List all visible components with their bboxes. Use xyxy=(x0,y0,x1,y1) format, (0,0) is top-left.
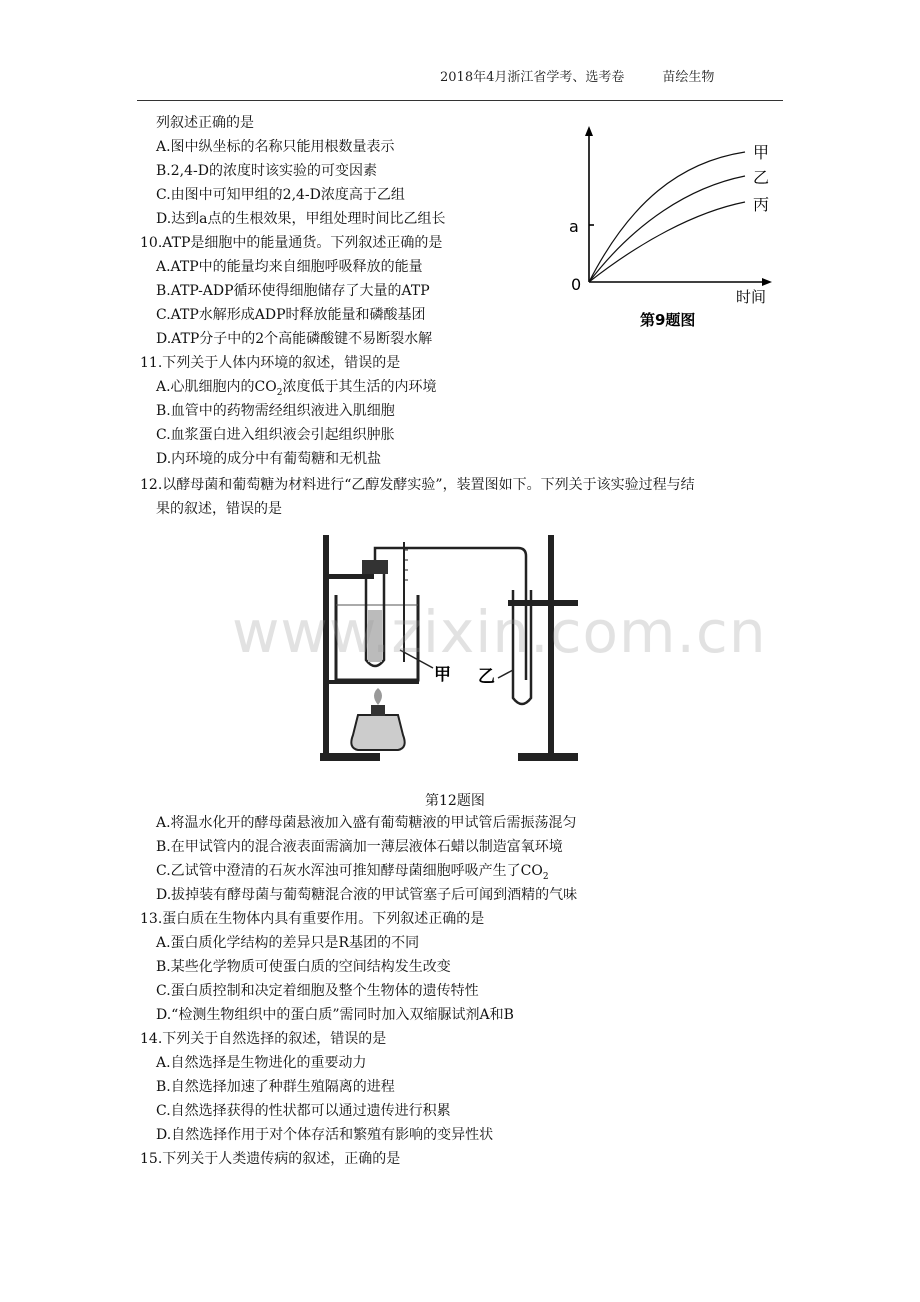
q14-option-c: C.自然选择获得的性状都可以通过遗传进行积累 xyxy=(156,1103,451,1119)
q11-stem: 11.下列关于人体内环境的叙述，错误的是 xyxy=(140,355,401,371)
pointer-yi xyxy=(498,670,513,678)
q10-option-d: D.ATP分子中的2个高能磷酸键不易断裂水解 xyxy=(156,331,433,347)
q11-option-c: C.血浆蛋白进入组织液会引起组织肿胀 xyxy=(156,427,395,443)
q11a-subscript: 2 xyxy=(276,387,283,398)
fig9-graph xyxy=(560,122,780,337)
q11-option-b: B.血管中的药物需经组织液进入肌细胞 xyxy=(156,403,395,419)
lamp-wick-holder xyxy=(371,705,385,716)
q14-stem: 14.下列关于自然选择的叙述，错误的是 xyxy=(140,1031,387,1047)
q9-option-d: D.达到a点的生根效果，甲组处理时间比乙组长 xyxy=(156,211,446,227)
fig9-x-arrow xyxy=(762,278,772,286)
label-yi: 乙 xyxy=(478,667,495,687)
q10-option-b: B.ATP-ADP循环使得细胞储存了大量的ATP xyxy=(156,283,430,299)
q9-stem-cont: 列叙述正确的是 xyxy=(156,115,254,131)
q9-option-b: B.2,4-D的浓度时该实验的可变因素 xyxy=(156,163,377,179)
header-subject: 苗绘生物 xyxy=(662,70,715,85)
q12-option-d: D.拔掉装有酵母菌与葡萄糖混合液的甲试管塞子后可闻到酒精的气味 xyxy=(156,887,578,903)
q13-option-d: D.“检测生物组织中的蛋白质”需同时加入双缩脲试剂A和B xyxy=(156,1007,514,1023)
q11-option-d: D.内环境的成分中有葡萄糖和无机盐 xyxy=(156,451,382,467)
q10-option-c: C.ATP水解形成ADP时释放能量和磷酸基团 xyxy=(156,307,426,323)
fig9-label-bing: 丙 xyxy=(753,195,770,214)
fig9-origin: 0 xyxy=(571,275,582,294)
q15-stem: 15.下列关于人类遗传病的叙述，正确的是 xyxy=(140,1151,401,1167)
fig12-caption: 第12题图 xyxy=(425,793,485,809)
q11a-text-1: A.心肌细胞内的CO xyxy=(156,379,277,395)
q14-option-d: D.自然选择作用于对个体存活和繁殖有影响的变异性状 xyxy=(156,1127,494,1143)
q13-option-c: C.蛋白质控制和决定着细胞及整个生物体的遗传特性 xyxy=(156,983,479,999)
fig9-label-jia: 甲 xyxy=(753,143,770,162)
flame xyxy=(374,688,382,705)
q12-option-a: A.将温水化开的酵母菌悬液加入盛有葡萄糖液的甲试管后需振荡混匀 xyxy=(156,815,577,831)
q11-option-a xyxy=(156,378,436,402)
q12c-subscript: 2 xyxy=(542,871,549,882)
fig9-y-arrow xyxy=(585,126,593,136)
fig9-curve-jia xyxy=(589,152,745,282)
q12-stem-cont: 果的叙述，错误的是 xyxy=(156,501,282,517)
header-rule xyxy=(137,100,783,101)
label-jia: 甲 xyxy=(434,665,451,685)
fig9-y-mark: a xyxy=(569,217,579,236)
fig9-x-label: 时间 xyxy=(736,288,767,306)
q13-option-a: A.蛋白质化学结构的差异只是R基团的不同 xyxy=(156,935,420,951)
q9-option-c: C.由图中可知甲组的2,4-D浓度高于乙组 xyxy=(156,187,405,203)
q13-option-b: B.某些化学物质可使蛋白质的空间结构发生改变 xyxy=(156,959,451,975)
fig9-caption: 第9题图 xyxy=(640,311,696,329)
q10-option-a: A.ATP中的能量均来自细胞呼吸释放的能量 xyxy=(156,259,423,275)
stopper-jia xyxy=(362,560,388,574)
watermark: www.zixin.com.cn xyxy=(232,598,767,666)
q14-option-a: A.自然选择是生物进化的重要动力 xyxy=(156,1055,367,1071)
page-header xyxy=(440,66,714,85)
q9-option-a: A.图中纵坐标的名称只能用根数量表示 xyxy=(156,139,395,155)
q12-option-b: B.在甲试管内的混合液表面需滴加一薄层液体石蜡以制造富氧环境 xyxy=(156,839,563,855)
q10-stem: 10.ATP是细胞中的能量通货。下列叙述正确的是 xyxy=(140,235,443,251)
q12-stem: 12.以酵母菌和葡萄糖为材料进行“乙醇发酵实验”，装置图如下。下列关于该实验过程与结 xyxy=(140,477,695,493)
alcohol-lamp xyxy=(351,715,404,750)
fig9-curve-yi xyxy=(589,176,745,282)
q12-option-c xyxy=(156,862,549,886)
q11a-text-2: 浓度低于其生活的内环境 xyxy=(282,379,437,395)
q14-option-b: B.自然选择加速了种群生殖隔离的进程 xyxy=(156,1079,395,1095)
fig9-label-yi: 乙 xyxy=(753,168,770,187)
q12c-text: C.乙试管中澄清的石灰水浑浊可推知酵母菌细胞呼吸产生了CO xyxy=(156,863,543,879)
header-exam-title: 2018年4月浙江省学考、选考卷 xyxy=(440,70,625,85)
q13-stem: 13.蛋白质在生物体内具有重要作用。下列叙述正确的是 xyxy=(140,911,485,927)
